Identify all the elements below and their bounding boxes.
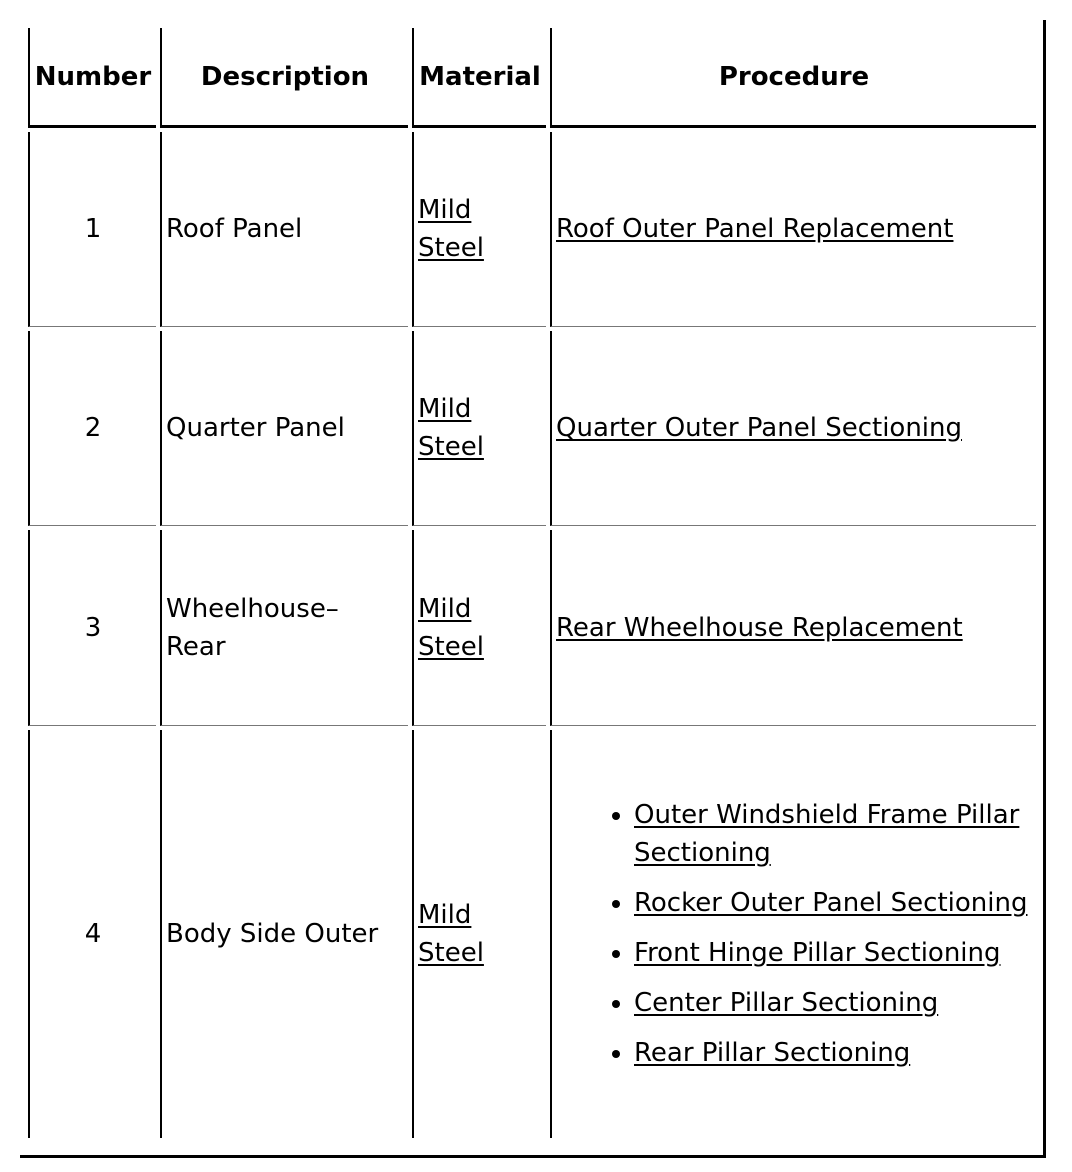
row-description: Wheelhouse– Rear [160, 530, 408, 726]
row-number: 1 [28, 132, 156, 327]
row-number: 4 [28, 730, 156, 1138]
table-row [28, 331, 1036, 526]
parts-table [24, 24, 1040, 1142]
list-item [634, 934, 1032, 972]
material-link[interactable] [418, 390, 542, 466]
procedure-link[interactable]: Outer Windshield Frame Pillar Sectioning [634, 800, 1020, 868]
material-link-line1: Mild [418, 900, 472, 930]
row-number: 2 [28, 331, 156, 526]
list-item [634, 1034, 1032, 1072]
header-procedure: Procedure [550, 28, 1036, 128]
procedure-link[interactable]: Rocker Outer Panel Sectioning [634, 888, 1028, 918]
list-item [634, 984, 1032, 1022]
row-description: Body Side Outer [160, 730, 408, 1138]
table-row [28, 730, 1036, 1138]
list-item [634, 884, 1032, 922]
material-cell [412, 331, 546, 526]
material-cell [412, 530, 546, 726]
material-link-line1: Mild [418, 195, 472, 225]
procedure-link[interactable]: Rear Pillar Sectioning [634, 1038, 911, 1068]
material-link[interactable] [418, 191, 542, 267]
procedure-cell [550, 331, 1036, 526]
row-description: Roof Panel [160, 132, 408, 327]
material-link-line2: Steel [418, 432, 484, 462]
header-number: Number [28, 28, 156, 128]
row-number: 3 [28, 530, 156, 726]
table-row [28, 530, 1036, 726]
procedure-link[interactable]: Center Pillar Sectioning [634, 988, 939, 1018]
material-cell [412, 132, 546, 327]
procedure-cell [550, 730, 1036, 1138]
procedure-list [556, 796, 1032, 1072]
list-item [634, 796, 1032, 872]
row-description: Quarter Panel [160, 331, 408, 526]
material-link[interactable] [418, 590, 542, 666]
material-cell [412, 730, 546, 1138]
material-link-line2: Steel [418, 631, 484, 662]
header-description: Description [160, 28, 408, 128]
material-link-line1: Mild [418, 394, 472, 424]
procedure-link[interactable]: Front Hinge Pillar Sectioning [634, 938, 1001, 968]
table-row [28, 132, 1036, 327]
material-link[interactable] [418, 896, 542, 972]
material-link-line2: Steel [418, 938, 484, 968]
procedure-cell [550, 132, 1036, 327]
procedure-link[interactable]: Quarter Outer Panel Sectioning [556, 413, 963, 443]
material-link-line1: Mild [418, 593, 472, 624]
procedure-cell [550, 530, 1036, 726]
table-header-row [28, 28, 1036, 128]
header-material: Material [412, 28, 546, 128]
procedure-link[interactable]: Roof Outer Panel Replacement [556, 214, 954, 244]
procedure-link[interactable]: Rear Wheelhouse Replacement [556, 612, 963, 643]
material-link-line2: Steel [418, 233, 484, 263]
